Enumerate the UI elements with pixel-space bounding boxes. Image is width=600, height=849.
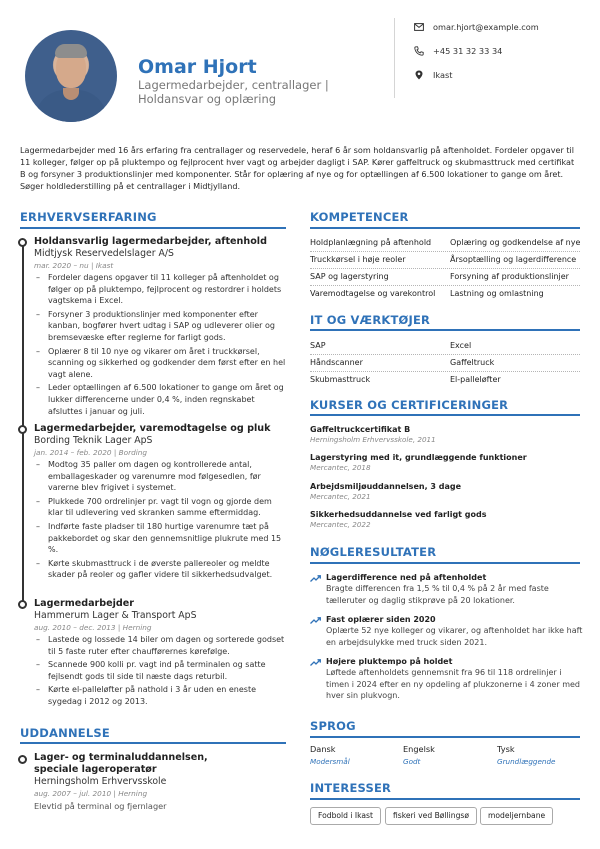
- skill-item: Truckkørsel i høje reoler: [310, 255, 406, 264]
- education-desc: Elevtid på terminal og fjernlager: [34, 801, 167, 811]
- job-bullets: [34, 272, 286, 417]
- education-school: Herningsholm Erhvervsskole: [34, 776, 167, 787]
- tools-separator: [310, 354, 580, 355]
- interests-rule: [310, 798, 580, 800]
- job-bullet: – Modtog 35 paller om dagen og kontrollerede antal, emballageskader og varenumre mod følgesedlen, før varerne blev frigivet i systemet.: [34, 459, 286, 494]
- language-level: Godt: [403, 757, 421, 766]
- skills-separator: [310, 285, 580, 286]
- job-bullet: – Leder optællingen af 6.500 lokationer to gange om året og lukker differencerne under 0,4 %, inden regnskabet afsluttes i januar og juli.: [34, 382, 286, 417]
- avatar: [25, 30, 117, 122]
- languages-rule: [310, 736, 580, 738]
- skill-item: Oplæring og godkendelse af nye: [450, 238, 581, 247]
- job-company: Midtjysk Reservedelslager A/S: [34, 248, 174, 259]
- interests-heading: INTERESSER: [310, 781, 392, 795]
- results-rule: [310, 562, 580, 564]
- skill-item: Forsyning af produktionslinjer: [450, 272, 569, 281]
- course-item: [310, 509, 580, 530]
- skill-item: SAP og lagerstyring: [310, 272, 389, 281]
- language-name: Dansk: [310, 744, 336, 754]
- education-title: Lager- og terminaluddannelsen, speciale lageroperatør: [34, 752, 208, 775]
- trend-up-icon: [310, 616, 321, 625]
- profile-headline: Lagermedarbejder, centrallager | Holdansvar og oplæring: [138, 78, 329, 106]
- tools-grid: [310, 340, 585, 391]
- course-item: [310, 481, 580, 502]
- interest-tag: fiskeri ved Bøllingsø: [385, 807, 477, 825]
- course-item: [310, 452, 580, 473]
- tool-item: Håndscanner: [310, 358, 363, 367]
- education-meta: aug. 2007 – jul. 2010 | Herning: [34, 789, 148, 798]
- course-title: Sikkerhedsuddannelse ved farligt gods: [310, 510, 487, 519]
- job-title: Lagermedarbejder, varemodtagelse og pluk: [34, 423, 271, 434]
- course-meta: Mercantec, 2018: [310, 463, 371, 472]
- courses-rule: [310, 414, 580, 416]
- skills-grid: [310, 237, 585, 305]
- job-bullet: – Lastede og lossede 14 biler om dagen og sorterede godset til 5 faste ruter efter chaufførernes kørefølge.: [34, 634, 286, 657]
- job-item: [34, 423, 286, 583]
- interest-tag: Fodbold i Ikast: [310, 807, 381, 825]
- language-item: [403, 744, 435, 766]
- job-bullet: – Kørte el-palleløfter på nathold i 3 år uden en eneste sygedag i 2012 og 2013.: [34, 684, 286, 707]
- profile-summary: Lagermedarbejder med 16 års erfaring fra centrallager og reservedele, heraf 6 år som holdansvarlig på aftenholdet. Fordeler opgaver til 11 kolleger, følger op på pluktempo og fejlprocent hver vagt og arbejder dagligt i SAP. Kører gaffeltruck og skubmasttruck med certifikat B og forsyner 3 produktionslinjer med komponenter. Står for oplæring af nye og for optællingen af 6.500 lokationer to gange om året. Søger holdlederstilling på et centrallager i Midtjylland.: [20, 145, 575, 191]
- education-heading: UDDANNELSE: [20, 726, 110, 740]
- skill-item: Holdplanlægning på aftenhold: [310, 238, 432, 247]
- job-meta: aug. 2010 – dec. 2013 | Herning: [34, 623, 152, 632]
- result-item: [310, 656, 585, 702]
- course-title: Gaffeltruckcertifikat B: [310, 425, 411, 434]
- job-item: [34, 236, 286, 419]
- interest-tag: modeljernbane: [480, 807, 553, 825]
- tools-separator: [310, 371, 580, 372]
- header: [0, 0, 600, 130]
- result-desc: Oplærte 52 nye kolleger og vikarer, og aftenholdet har ikke haft en arbejdsulykke med truck siden 2021.: [326, 626, 583, 647]
- location-text: Ikast: [433, 70, 453, 80]
- timeline-dot: [18, 600, 27, 609]
- language-item: [310, 744, 350, 766]
- course-title: Lagerstyring med it, grundlæggende funktioner: [310, 453, 527, 462]
- result-title: Højere pluktempo på holdet: [326, 657, 453, 666]
- skill-item: Årsoptælling og lagerdifference: [450, 255, 577, 264]
- courses-heading: KURSER OG CERTIFICERINGER: [310, 398, 509, 412]
- course-item: [310, 424, 580, 445]
- job-company: Bording Teknik Lager ApS: [34, 435, 153, 446]
- job-bullet: – Forsyner 3 produktionslinjer med komponenter efter kanban, bogfører hvert udtag i SAP og udleverer olier og bremsevæske efter reglerne for farligt gods.: [34, 309, 286, 344]
- language-level: Modersmål: [310, 757, 350, 766]
- tool-item: Gaffeltruck: [450, 358, 495, 367]
- email-text: omar.hjort@example.com: [433, 22, 539, 32]
- tool-item: Excel: [450, 341, 472, 350]
- timeline-dot: [18, 425, 27, 434]
- skills-heading: KOMPETENCER: [310, 210, 409, 224]
- tools-rule: [310, 329, 580, 331]
- job-company: Hammerum Lager & Transport ApS: [34, 610, 197, 621]
- experience-heading: ERHVERVSERFARING: [20, 210, 157, 224]
- course-meta: Herningsholm Erhvervsskole, 2011: [310, 435, 436, 444]
- job-bullet: – Plukkede 700 ordrelinjer pr. vagt til vogn og gjorde dem klar til udlevering ved skranken samme eftermiddag.: [34, 496, 286, 519]
- job-bullet: – Scannede 900 kolli pr. vagt ind på terminalen og satte fejlsendt gods til side til næste dags returbil.: [34, 659, 286, 682]
- tool-item: El-palleløfter: [450, 375, 501, 384]
- contact-phone[interactable]: [414, 46, 502, 56]
- trend-up-icon: [310, 574, 321, 583]
- skill-item: Lastning og omlastning: [450, 289, 544, 298]
- result-item: [310, 614, 585, 648]
- contact-divider: [394, 18, 395, 98]
- timeline-dot: [18, 238, 27, 247]
- result-item: [310, 572, 585, 606]
- profile-name: Omar Hjort: [138, 56, 257, 78]
- job-meta: jan. 2014 – feb. 2020 | Bording: [34, 448, 148, 457]
- result-title: Fast oplærer siden 2020: [326, 615, 436, 624]
- contact-email[interactable]: [414, 22, 539, 32]
- job-title: Holdansvarlig lagermedarbejder, aftenhold: [34, 236, 267, 247]
- course-meta: Mercantec, 2022: [310, 520, 371, 529]
- timeline-dot: [18, 755, 27, 764]
- course-meta: Mercantec, 2021: [310, 492, 371, 501]
- experience-rule: [20, 227, 286, 229]
- result-desc: Bragte differencen fra 1,5 % til 0,4 % på 2 år med faste tælleruter og daglig stikprøve på 20 lokationer.: [326, 584, 549, 605]
- envelope-icon: [414, 22, 424, 32]
- skills-rule: [310, 227, 580, 229]
- phone-icon: [414, 46, 424, 56]
- job-item: [34, 598, 286, 710]
- job-bullets: [34, 459, 286, 581]
- skills-separator: [310, 251, 580, 252]
- location-pin-icon: [414, 70, 424, 80]
- education-item: [34, 752, 286, 812]
- job-bullet: – Kørte skubmasttruck i de øverste pallereoler og meldte skader på reoler og gafler videre til sikkerhedsudvalget.: [34, 558, 286, 581]
- job-bullet: – Oplærer 8 til 10 nye og vikarer om året i truckkørsel, scanning og sikkerhed og godkender dem først efter en hel vagt alene.: [34, 346, 286, 381]
- languages-heading: SPROG: [310, 719, 356, 733]
- language-name: Engelsk: [403, 744, 435, 754]
- skills-separator: [310, 268, 580, 269]
- trend-up-icon: [310, 658, 321, 667]
- skill-item: Varemodtagelse og varekontrol: [310, 289, 436, 298]
- job-title: Lagermedarbejder: [34, 598, 135, 609]
- avatar-hair: [55, 44, 87, 58]
- results-heading: NØGLERESULTATER: [310, 545, 437, 559]
- result-title: Lagerdifference ned på aftenholdet: [326, 573, 487, 582]
- job-meta: mar. 2020 – nu | Ikast: [34, 261, 114, 270]
- language-item: [497, 744, 555, 766]
- phone-text: +45 31 32 33 34: [433, 46, 503, 56]
- tool-item: SAP: [310, 341, 326, 350]
- language-level: Grundlæggende: [497, 757, 556, 766]
- contact-location: [414, 70, 453, 80]
- result-desc: Løftede aftenholdets gennemsnit fra 96 til 118 ordrelinjer i timen i 2024 efter en ny opdeling af plukzonerne i 4 zoner med hver sin plukvogn.: [326, 668, 580, 700]
- job-bullet: – Fordeler dagens opgaver til 11 kolleger på aftenholdet og følger op på pluktempo, fejlprocent og restordrer i holdets vagtskema i Excel.: [34, 272, 286, 307]
- tools-heading: IT OG VÆRKTØJER: [310, 313, 431, 327]
- language-name: Tysk: [497, 744, 515, 754]
- education-rule: [20, 742, 286, 744]
- course-title: Arbejdsmiljøuddannelsen, 3 dage: [310, 482, 462, 491]
- job-bullet: – Indførte faste pladser til 180 hurtige varenumre tæt på pakkebordet og skar den gennemsnitlige plukrute med 15 %.: [34, 521, 286, 556]
- tool-item: Skubmasttruck: [310, 375, 371, 384]
- job-bullets: [34, 634, 286, 708]
